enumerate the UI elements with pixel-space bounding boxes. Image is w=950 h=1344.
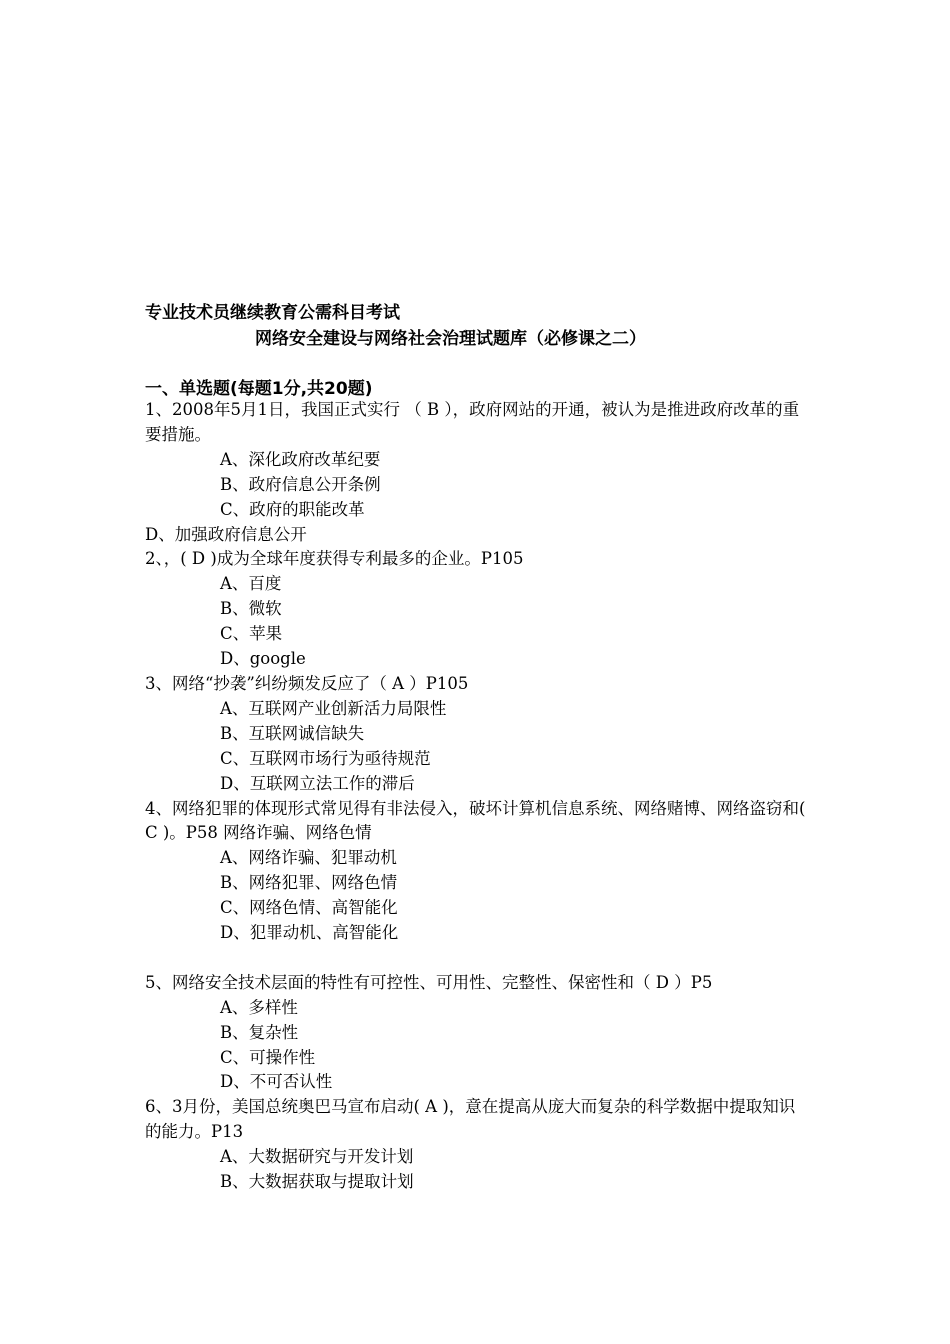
option-c: C、互联网市场行为亟待规范 — [220, 748, 431, 768]
option-c: C、可操作性 — [220, 1047, 316, 1067]
option-a: A、百度 — [220, 574, 282, 594]
option-d: D、犯罪动机、高智能化 — [220, 923, 399, 943]
option-b: B、政府信息公开条例 — [220, 474, 381, 494]
option-a: A、深化政府改革纪要 — [220, 449, 381, 469]
question-text: 1、2008年5月1日，我国正式实行 （ B ），政府网站的开通，被认为是推进政府改革的重要措施。 — [145, 400, 800, 444]
option-c: C、政府的职能改革 — [220, 499, 365, 519]
question-block — [145, 1095, 810, 1195]
option-c: C、网络色情、高智能化 — [220, 898, 398, 918]
option-b: B、复杂性 — [220, 1022, 299, 1042]
document-title: 专业技术员继续教育公需科目考试 — [145, 303, 400, 323]
question-text: 5、网络安全技术层面的特性有可控性、可用性、完整性、保密性和（ D ）P5 — [145, 972, 713, 992]
question-block — [145, 971, 810, 1096]
question-block — [145, 398, 810, 547]
option-a: A、网络诈骗、犯罪动机 — [220, 848, 397, 868]
question-text: 4、网络犯罪的体现形式常见得有非法侵入，破坏计算机信息系统、网络赌博、网络盗窃和( C )。P58 网络诈骗、网络色情 — [145, 798, 806, 843]
option-b: B、互联网诚信缺失 — [220, 723, 365, 743]
option-d: D、加强政府信息公开 — [145, 524, 307, 544]
option-c: C、苹果 — [220, 624, 283, 644]
question-text: 2、，( D )成为全球年度获得专利最多的企业。P105 — [145, 549, 524, 569]
question-block — [145, 672, 810, 797]
question-block — [145, 797, 810, 946]
option-b: B、大数据获取与提取计划 — [220, 1172, 414, 1192]
option-d: D、不可否认性 — [220, 1072, 333, 1092]
option-b: B、微软 — [220, 599, 282, 619]
option-b: B、网络犯罪、网络色情 — [220, 873, 398, 893]
option-a: A、多样性 — [220, 997, 298, 1017]
option-d: D、google — [220, 649, 306, 669]
section-heading: 一、单选题(每题1分,共20题) — [145, 379, 373, 399]
question-block — [145, 547, 810, 672]
question-text: 6、3月份，美国总统奥巴马宣布启动( A )，意在提高从庞大而复杂的科学数据中提取知识的能力。P13 — [145, 1097, 796, 1142]
blank-line — [145, 946, 810, 971]
option-d: D、互联网立法工作的滞后 — [220, 773, 415, 793]
question-text: 3、网络“抄袭”纠纷频发反应了（ A ）P105 — [145, 673, 469, 693]
question-list — [145, 398, 810, 1195]
option-a: A、大数据研究与开发计划 — [220, 1147, 414, 1167]
document-subtitle: 网络安全建设与网络社会治理试题库（必修课之二） — [255, 329, 646, 349]
option-a: A、互联网产业创新活力局限性 — [220, 698, 447, 718]
